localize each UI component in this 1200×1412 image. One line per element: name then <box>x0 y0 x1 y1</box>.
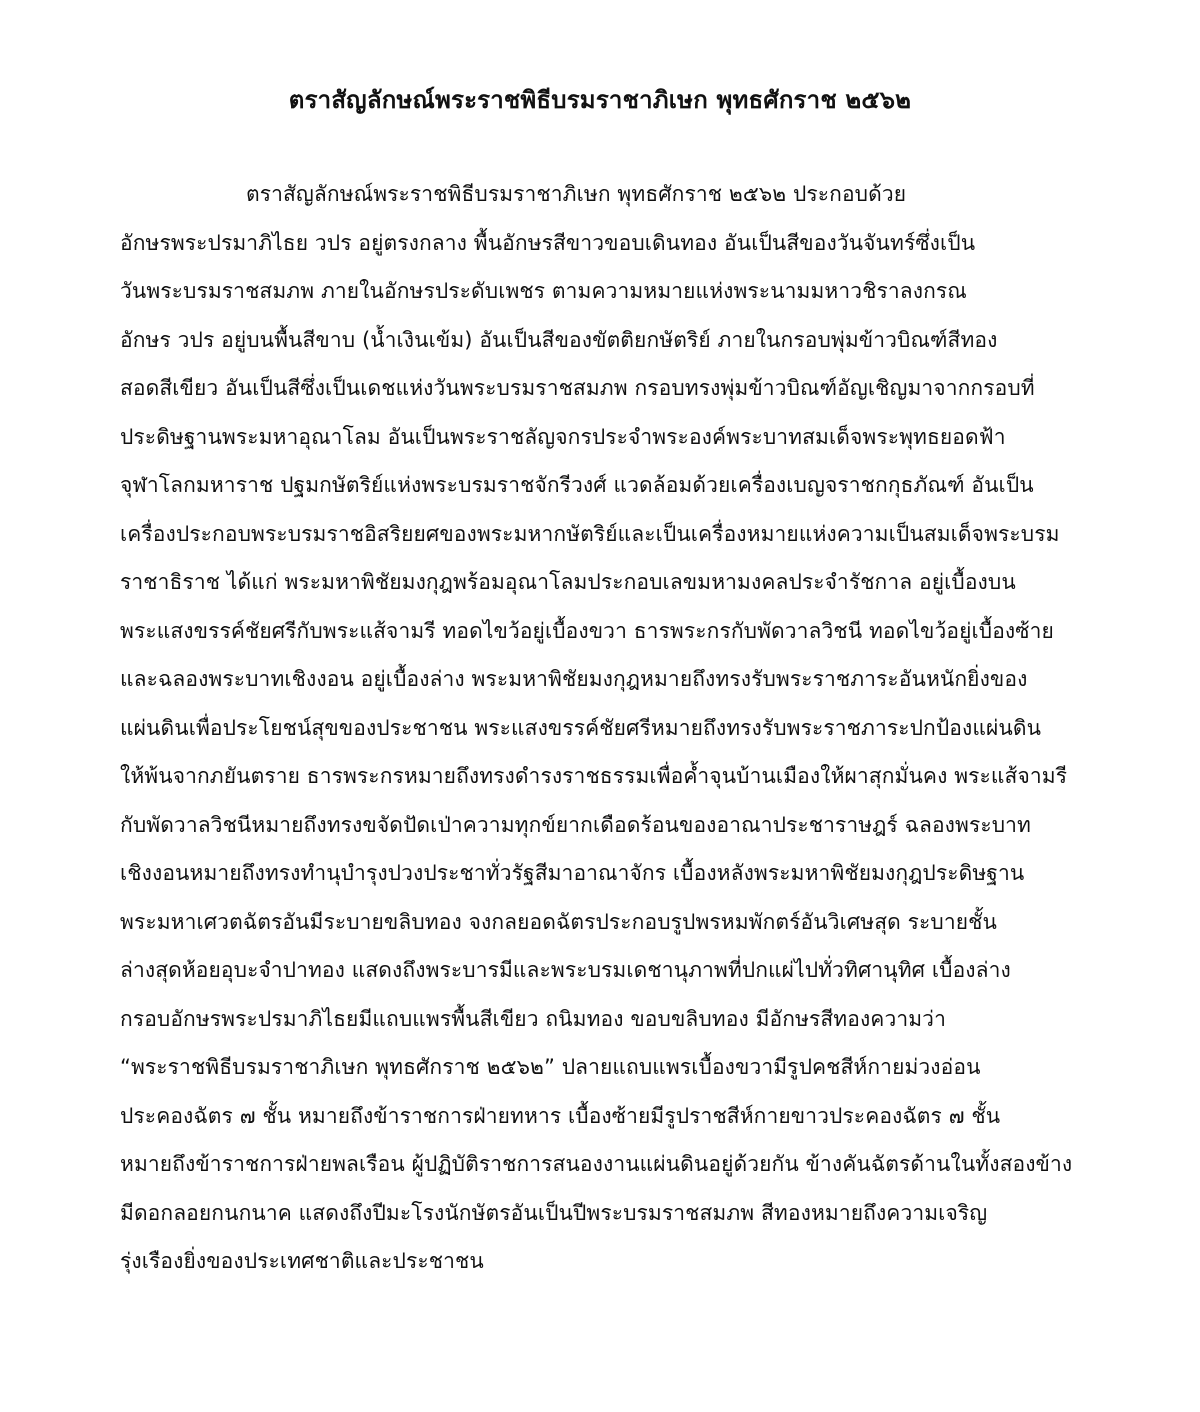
paragraph-line: กับพัดวาลวิชนีหมายถึงทรงขจัดปัดเป่าความทุกข์ยากเดือดร้อนของอาณาประชาราษฎร์ ฉลองพระบาท <box>120 812 1031 837</box>
paragraph-line: ราชาธิราช ได้แก่ พระมหาพิชัยมงกุฎพร้อมอุณาโลมประกอบเลขมหามงคลประจำรัชกาล อยู่เบื้องบน <box>120 570 1016 594</box>
paragraph-line: จุฬาโลกมหาราช ปฐมกษัตริย์แห่งพระบรมราชจักรีวงศ์ แวดล้อมด้วยเครื่องเบญจราชกกุธภัณฑ์ อันเป็น <box>120 473 1034 497</box>
paragraph-line: ให้พ้นจากภยันตราย ธารพระกรหมายถึงทรงดำรงราชธรรมเพื่อค้ำจุนบ้านเมืองให้ผาสุกมั่นคง พระแส้จามรี <box>120 764 1068 788</box>
paragraph-line: อักษรพระปรมาภิไธย วปร อยู่ตรงกลาง พื้นอักษรสีขาวขอบเดินทอง อันเป็นสีของวันจันทร์ซึ่งเป็น <box>120 230 976 255</box>
paragraph-line: ล่างสุดห้อยอุบะจำปาทอง แสดงถึงพระบารมีและพระบรมเดชานุภาพที่ปกแผ่ไปทั่วทิศานุทิศ เบื้องล่าง <box>120 958 1011 982</box>
paragraph-line: มีดอกลอยกนกนาค แสดงถึงปีมะโรงนักษัตรอันเป็นปีพระบรมราชสมภพ สีทองหมายถึงความเจริญ <box>120 1200 988 1225</box>
paragraph-line: ตราสัญลักษณ์พระราชพิธีบรมราชาภิเษก พุทธศักราช ๒๕๖๒ ประกอบด้วย <box>246 182 907 206</box>
paragraph-line: และฉลองพระบาทเชิงงอน อยู่เบื้องล่าง พระมหาพิชัยมงกุฎหมายถึงทรงรับพระราชภาระอันหนักยิ่งของ <box>120 667 1028 691</box>
paragraph-line: วันพระบรมราชสมภพ ภายในอักษรประดับเพชร ตามความหมายแห่งพระนามมหาวชิราลงกรณ <box>120 279 967 303</box>
paragraph-line: รุ่งเรืองยิ่งของประเทศชาติและประชาชน <box>120 1249 484 1273</box>
paragraph-line: “พระราชพิธีบรมราชาภิเษก พุทธศักราช ๒๕๖๒” ปลายแถบแพรเบื้องขวามีรูปคชสีห์กายม่วงอ่อน <box>120 1055 981 1079</box>
paragraph-line: เชิงงอนหมายถึงทรงทำนุบำรุงปวงประชาทั่วรัฐสีมาอาณาจักร เบื้องหลังพระมหาพิชัยมงกุฎประดิษฐาน <box>120 861 1025 885</box>
paragraph-line: ประดิษฐานพระมหาอุณาโลม อันเป็นพระราชลัญจกรประจำพระองค์พระบาทสมเด็จพระพุทธยอดฟ้า <box>120 424 1006 449</box>
paragraph-line: อักษร วปร อยู่บนพื้นสีขาบ (น้ำเงินเข้ม) อันเป็นสีของขัตติยกษัตริย์ ภายในกรอบพุ่มข้าวบิณฑ์สีทอง <box>120 327 998 352</box>
paragraph-line: แผ่นดินเพื่อประโยชน์สุขของประชาชน พระแสงขรรค์ชัยศรีหมายถึงทรงรับพระราชภาระปกป้องแผ่นดิน <box>120 715 1042 740</box>
paragraph-line: เครื่องประกอบพระบรมราชอิสริยยศของพระมหากษัตริย์และเป็นเครื่องหมายแห่งความเป็นสมเด็จพระบรม <box>120 521 1060 546</box>
document-paragraph <box>120 170 1160 1286</box>
paragraph-line: หมายถึงข้าราชการฝ่ายพลเรือน ผู้ปฏิบัติราชการสนองงานแผ่นดินอยู่ด้วยกัน ข้างคันฉัตรด้านในทั้งสองข้าง <box>120 1152 1073 1176</box>
paragraph-line: กรอบอักษรพระปรมาภิไธยมีแถบแพรพื้นสีเขียว ถนิมทอง ขอบขลิบทอง มีอักษรสีทองความว่า <box>120 1006 946 1031</box>
paragraph-line: พระมหาเศวตฉัตรอันมีระบายขลิบทอง จงกลยอดฉัตรประกอบรูปพรหมพักตร์อันวิเศษสุด ระบายชั้น <box>120 909 997 934</box>
paragraph-line: พระแสงขรรค์ชัยศรีกับพระแส้จามรี ทอดไขว้อยู่เบื้องขวา ธารพระกรกับพัดวาลวิชนี ทอดไขว้อยู่เบื้องซ้าย <box>120 618 1054 643</box>
paragraph-line: สอดสีเขียว อันเป็นสีซึ่งเป็นเดชแห่งวันพระบรมราชสมภพ กรอบทรงพุ่มข้าวบิณฑ์อัญเชิญมาจากกรอบที่ <box>120 376 1035 400</box>
paragraph-line: ประคองฉัตร ๗ ชั้น หมายถึงข้าราชการฝ่ายทหาร เบื้องซ้ายมีรูปราชสีห์กายขาวประคองฉัตร ๗ ชั้น <box>120 1103 1001 1128</box>
document-title: ตราสัญลักษณ์พระราชพิธีบรมราชาภิเษก พุทธศักราช ๒๕๖๒ <box>288 86 912 114</box>
